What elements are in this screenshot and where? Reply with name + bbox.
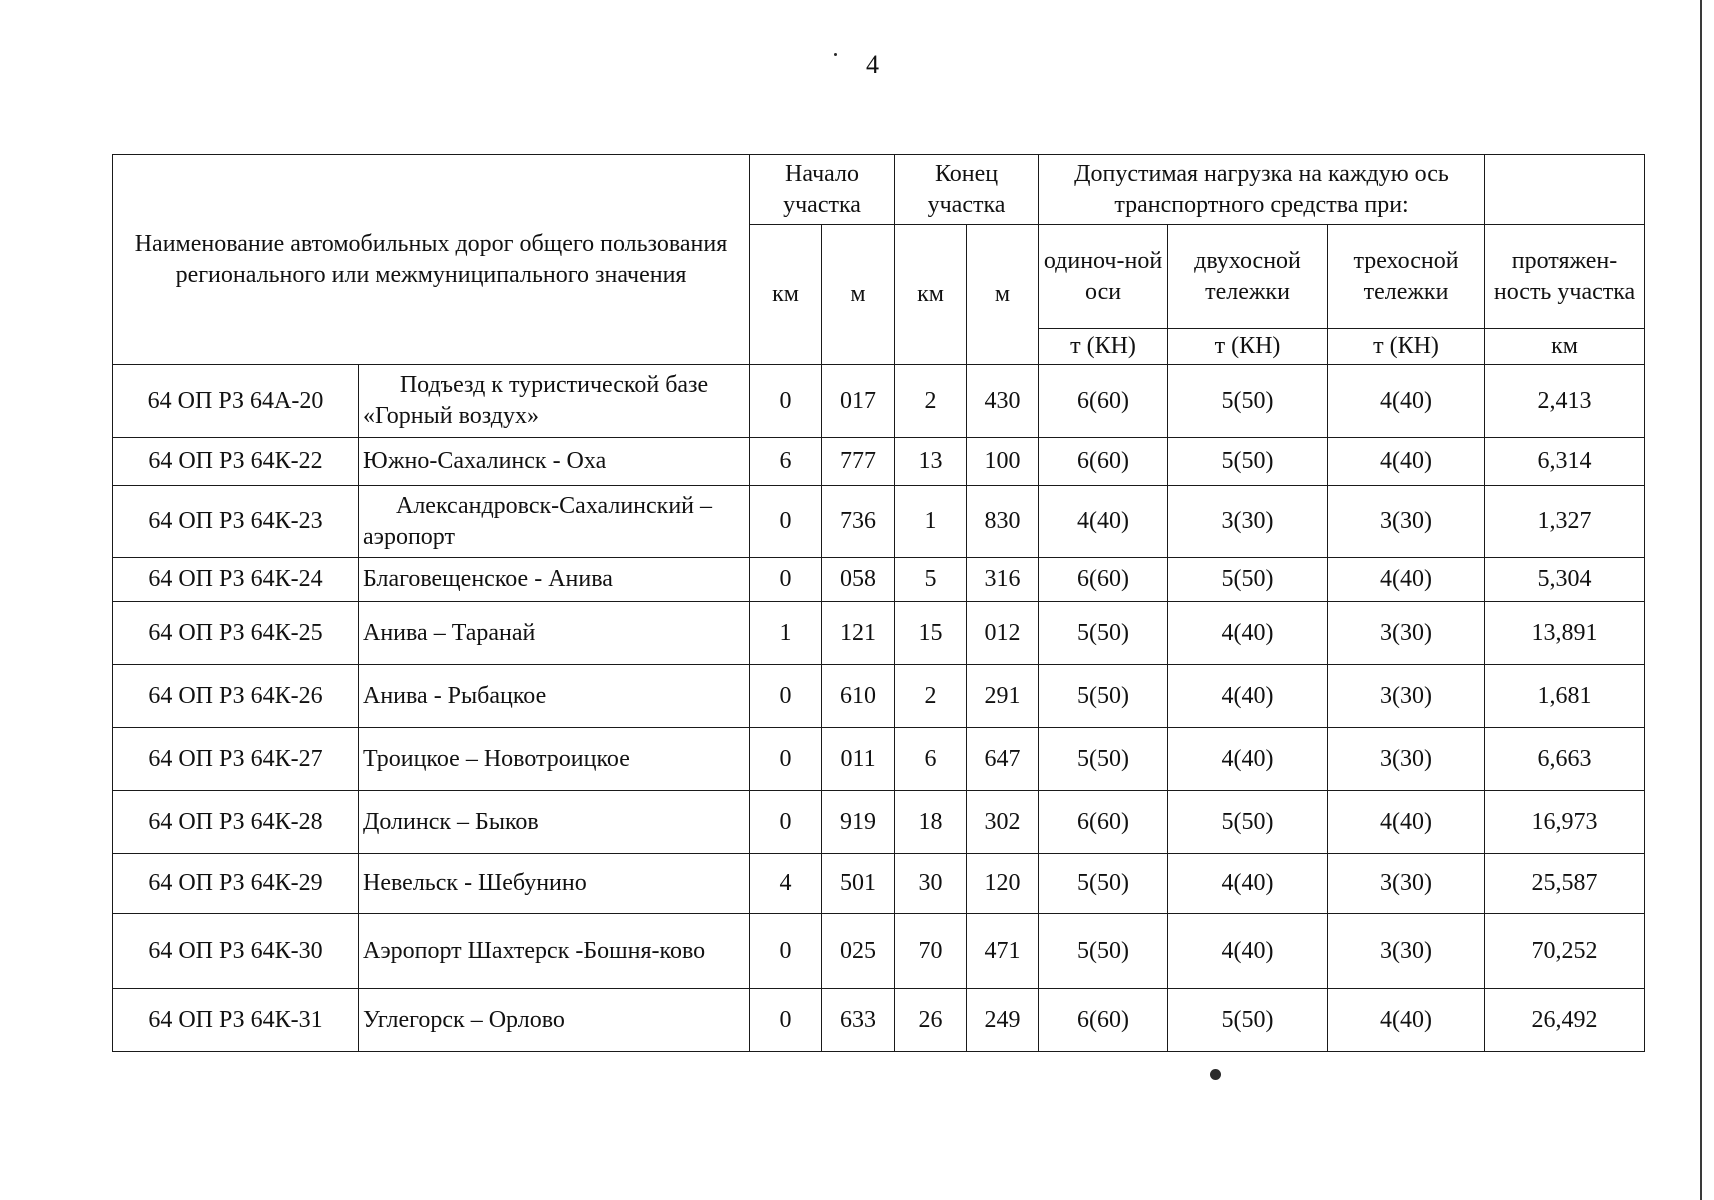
road-code: 64 ОП РЗ 64К-28	[113, 791, 359, 854]
start-m: 736	[822, 486, 895, 558]
end-km: 2	[895, 365, 967, 438]
start-m: 017	[822, 365, 895, 438]
end-km: 1	[895, 486, 967, 558]
header-unit-single: т (КН)	[1039, 329, 1168, 365]
start-km: 0	[750, 728, 822, 791]
end-km: 18	[895, 791, 967, 854]
end-km: 70	[895, 914, 967, 989]
scan-speck	[1700, 0, 1702, 1200]
header-start-m: м	[822, 225, 895, 365]
roads-table	[112, 154, 1645, 1052]
load-triple-bogie: 4(40)	[1328, 558, 1485, 602]
start-m: 633	[822, 989, 895, 1052]
header-road-name: Наименование автомобильных дорог общего пользования регионального или межмуниципального значения	[113, 155, 750, 365]
load-triple-bogie: 4(40)	[1328, 989, 1485, 1052]
load-triple-bogie: 3(30)	[1328, 728, 1485, 791]
load-double-bogie: 3(30)	[1168, 486, 1328, 558]
start-m: 919	[822, 791, 895, 854]
start-km: 0	[750, 989, 822, 1052]
load-single-axle: 6(60)	[1039, 989, 1168, 1052]
end-m: 100	[967, 438, 1039, 486]
start-km: 0	[750, 558, 822, 602]
road-code: 64 ОП РЗ 64К-22	[113, 438, 359, 486]
start-km: 6	[750, 438, 822, 486]
load-single-axle: 5(50)	[1039, 914, 1168, 989]
load-triple-bogie: 4(40)	[1328, 365, 1485, 438]
header-section-start: Начало участка	[750, 155, 895, 225]
end-m: 430	[967, 365, 1039, 438]
road-code: 64 ОП РЗ 64К-30	[113, 914, 359, 989]
load-single-axle: 5(50)	[1039, 728, 1168, 791]
header-triple-bogie: трехосной тележки	[1328, 225, 1485, 329]
end-km: 13	[895, 438, 967, 486]
load-single-axle: 5(50)	[1039, 854, 1168, 914]
section-length: 2,413	[1485, 365, 1645, 438]
road-route: Невельск - Шебунино	[359, 854, 750, 914]
load-single-axle: 6(60)	[1039, 365, 1168, 438]
header-section-end: Конец участка	[895, 155, 1039, 225]
page-number: 4	[866, 50, 879, 79]
end-km: 30	[895, 854, 967, 914]
start-m: 121	[822, 602, 895, 665]
start-m: 777	[822, 438, 895, 486]
start-m: 501	[822, 854, 895, 914]
section-length: 5,304	[1485, 558, 1645, 602]
load-single-axle: 6(60)	[1039, 438, 1168, 486]
road-code: 64 ОП РЗ 64К-23	[113, 486, 359, 558]
road-route: Благовещенское - Анива	[359, 558, 750, 602]
header-unit-double: т (КН)	[1168, 329, 1328, 365]
end-m: 830	[967, 486, 1039, 558]
road-route: Подъезд к туристической базе «Горный воздух»	[359, 365, 750, 438]
road-route: Троицкое – Новотроицкое	[359, 728, 750, 791]
table-row	[113, 602, 1645, 665]
scan-speck	[1210, 1069, 1221, 1080]
header-single-axle: одиноч-ной оси	[1039, 225, 1168, 329]
table-row	[113, 728, 1645, 791]
end-m: 302	[967, 791, 1039, 854]
table-row	[113, 791, 1645, 854]
road-code: 64 ОП РЗ 64К-26	[113, 665, 359, 728]
load-double-bogie: 5(50)	[1168, 791, 1328, 854]
table-row	[113, 989, 1645, 1052]
load-double-bogie: 4(40)	[1168, 665, 1328, 728]
start-km: 4	[750, 854, 822, 914]
start-m: 058	[822, 558, 895, 602]
table-row	[113, 486, 1645, 558]
road-code: 64 ОП РЗ 64К-24	[113, 558, 359, 602]
header-axle-load: Допустимая нагрузка на каждую ось транспортного средства при:	[1039, 155, 1485, 225]
header-end-m: м	[967, 225, 1039, 365]
table-row	[113, 914, 1645, 989]
road-route: Анива – Таранай	[359, 602, 750, 665]
end-m: 012	[967, 602, 1039, 665]
section-length: 1,327	[1485, 486, 1645, 558]
end-m: 647	[967, 728, 1039, 791]
load-double-bogie: 4(40)	[1168, 728, 1328, 791]
section-length: 70,252	[1485, 914, 1645, 989]
load-single-axle: 4(40)	[1039, 486, 1168, 558]
load-double-bogie: 4(40)	[1168, 914, 1328, 989]
load-double-bogie: 5(50)	[1168, 558, 1328, 602]
header-length-blank	[1485, 155, 1645, 225]
start-m: 610	[822, 665, 895, 728]
end-km: 6	[895, 728, 967, 791]
road-code: 64 ОП РЗ 64К-27	[113, 728, 359, 791]
table-row	[113, 665, 1645, 728]
start-m: 025	[822, 914, 895, 989]
section-length: 16,973	[1485, 791, 1645, 854]
end-km: 15	[895, 602, 967, 665]
road-code: 64 ОП РЗ 64К-31	[113, 989, 359, 1052]
section-length: 25,587	[1485, 854, 1645, 914]
header-end-km: км	[895, 225, 967, 365]
load-double-bogie: 5(50)	[1168, 989, 1328, 1052]
start-km: 1	[750, 602, 822, 665]
end-km: 5	[895, 558, 967, 602]
start-km: 0	[750, 365, 822, 438]
load-triple-bogie: 3(30)	[1328, 602, 1485, 665]
end-m: 291	[967, 665, 1039, 728]
section-length: 6,663	[1485, 728, 1645, 791]
load-single-axle: 6(60)	[1039, 558, 1168, 602]
section-length: 26,492	[1485, 989, 1645, 1052]
scan-speck	[834, 53, 837, 56]
end-m: 120	[967, 854, 1039, 914]
table-row	[113, 854, 1645, 914]
start-km: 0	[750, 665, 822, 728]
road-route: Аэропорт Шахтерск -Бошня-ково	[359, 914, 750, 989]
load-double-bogie: 4(40)	[1168, 602, 1328, 665]
end-m: 471	[967, 914, 1039, 989]
load-double-bogie: 5(50)	[1168, 438, 1328, 486]
end-m: 249	[967, 989, 1039, 1052]
header-section-length: протяжен-ность участка	[1485, 225, 1645, 329]
load-triple-bogie: 3(30)	[1328, 486, 1485, 558]
road-route: Анива - Рыбацкое	[359, 665, 750, 728]
section-length: 6,314	[1485, 438, 1645, 486]
end-km: 26	[895, 989, 967, 1052]
table-row	[113, 558, 1645, 602]
road-code: 64 ОП РЗ 64К-25	[113, 602, 359, 665]
road-route: Южно-Сахалинск - Оха	[359, 438, 750, 486]
load-double-bogie: 5(50)	[1168, 365, 1328, 438]
road-route: Углегорск – Орлово	[359, 989, 750, 1052]
load-triple-bogie: 3(30)	[1328, 854, 1485, 914]
header-unit-km: км	[1485, 329, 1645, 365]
load-single-axle: 5(50)	[1039, 602, 1168, 665]
start-m: 011	[822, 728, 895, 791]
road-code: 64 ОП РЗ 64К-29	[113, 854, 359, 914]
section-length: 1,681	[1485, 665, 1645, 728]
load-triple-bogie: 4(40)	[1328, 791, 1485, 854]
section-length: 13,891	[1485, 602, 1645, 665]
load-triple-bogie: 3(30)	[1328, 665, 1485, 728]
road-route: Александровск-Сахалинский – аэропорт	[359, 486, 750, 558]
start-km: 0	[750, 914, 822, 989]
load-triple-bogie: 4(40)	[1328, 438, 1485, 486]
road-route: Долинск – Быков	[359, 791, 750, 854]
start-km: 0	[750, 486, 822, 558]
table-row	[113, 365, 1645, 438]
table-row	[113, 438, 1645, 486]
start-km: 0	[750, 791, 822, 854]
road-code: 64 ОП РЗ 64А-20	[113, 365, 359, 438]
end-km: 2	[895, 665, 967, 728]
header-unit-triple: т (КН)	[1328, 329, 1485, 365]
load-single-axle: 6(60)	[1039, 791, 1168, 854]
load-triple-bogie: 3(30)	[1328, 914, 1485, 989]
load-single-axle: 5(50)	[1039, 665, 1168, 728]
end-m: 316	[967, 558, 1039, 602]
load-double-bogie: 4(40)	[1168, 854, 1328, 914]
header-double-bogie: двухосной тележки	[1168, 225, 1328, 329]
header-start-km: км	[750, 225, 822, 365]
